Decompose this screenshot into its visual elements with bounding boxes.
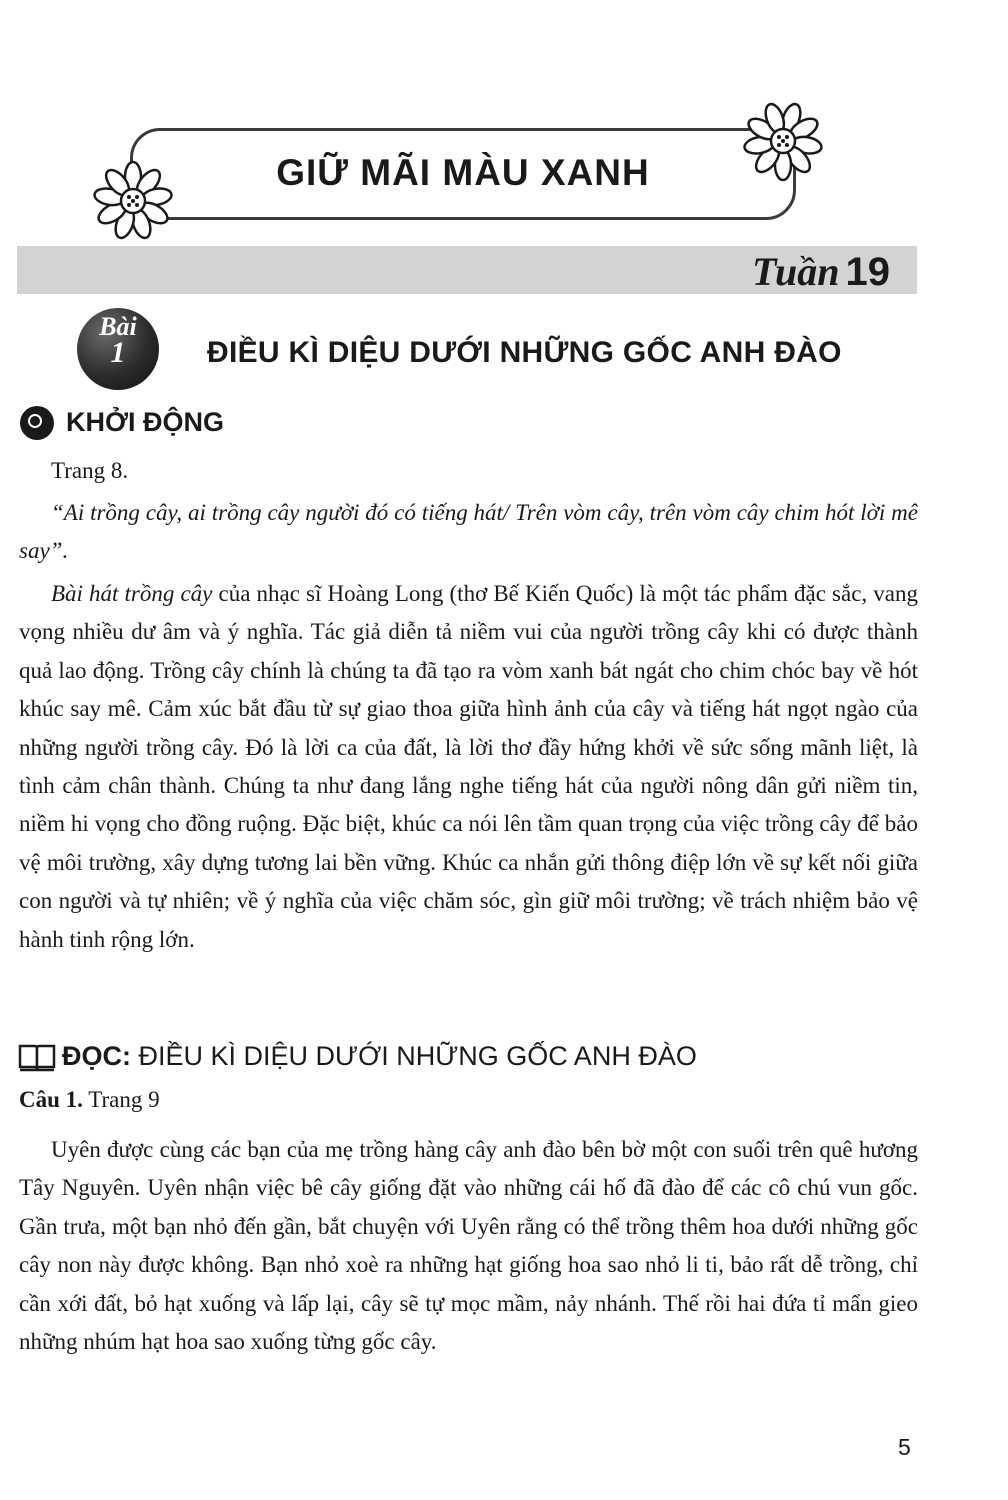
flower-left-icon (92, 160, 174, 242)
question-number: Câu 1. (19, 1087, 83, 1112)
warmup-page-ref-text: Trang 8. (51, 458, 129, 483)
question-page: Trang 9 (82, 1087, 160, 1112)
reading-heading-label: ĐỌC: (62, 1041, 131, 1071)
lesson-badge (77, 308, 159, 390)
song-quote: “Ai trồng cây, ai trồng cây người đó có tiếng hát/ Trên vòm cây, trên vòm cây chim hót lời mê say”. (19, 500, 918, 564)
reading-heading-title: ĐIỀU KÌ DIỆU DƯỚI NHỮNG GỐC ANH ĐÀO (131, 1041, 697, 1071)
play-icon (20, 406, 54, 440)
warmup-paragraph-text: của nhạc sĩ Hoàng Long (thơ Bế Kiến Quốc) là một tác phẩm đặc sắc, vang vọng nhiều dư âm và ý nghĩa. Tác giả diễn tả niềm vui của người trồng cây khi có được thành quả lao động. Trồng cây chính là chúng ta đã tạo ra vòm xanh bát ngát cho chim chóc bay về hót khúc say mê. Cảm xúc bắt đầu từ sự giao thoa giữa hình ảnh của cây và tiếng hát ngọt ngào của những người trồng cây. Đó là lời ca của đất, là lời thơ đầy hứng khởi về sức sống mãnh liệt, là tình cảm chân thành. Chúng ta như đang lắng nghe tiếng hát của người nông dân gửi niềm tin, niềm hi vọng cho đồng ruộng. Đặc biệt, khúc ca nói lên tầm quan trọng của việc trồng cây để bảo vệ môi trường, xây dựng tương lai bền vững. Khúc ca nhắn gửi thông điệp lớn về sự kết nối giữa con người và tự nhiên; về ý nghĩa của việc chăm sóc, gìn giữ môi trường; về trách nhiệm bảo vệ hành tinh rộng lớn. (19, 581, 918, 952)
chapter-title: GIỮ MÃI MÀU XANH (276, 152, 650, 193)
lesson-title: ĐIỀU KÌ DIỆU DƯỚI NHỮNG GỐC ANH ĐÀO (207, 336, 842, 369)
week-word: Tuần (752, 249, 840, 294)
warmup-page-ref (19, 452, 918, 490)
song-title: Bài hát trồng cây (51, 581, 213, 606)
question-label (19, 1087, 160, 1113)
warmup-paragraph (19, 575, 918, 959)
warmup-heading: KHỞI ĐỘNG (66, 407, 225, 437)
lesson-badge-number: 1 (110, 336, 126, 369)
week-label (752, 246, 890, 294)
book-icon (18, 1042, 56, 1072)
flower-right-icon (742, 100, 824, 182)
page-number: 5 (898, 1434, 911, 1460)
lesson-badge-label: Bài (99, 312, 137, 341)
question-answer: Uyên được cùng các bạn của mẹ trồng hàng cây anh đào bên bờ một con suối trên quê hương Tây Nguyên. Uyên nhận việc bê cây giống đặt vào những cái hố đã đào để các cô chú vun gốc. Gần trưa, một bạn nhỏ đến gần, bắt chuyện với Uyên rằng có thể trồng thêm hoa dưới những gốc cây non này được không. Bạn nhỏ xoè ra những hạt giống hoa sao nhỏ li ti, bảo rất dễ trồng, chỉ cần xới đất, bỏ hạt xuống và lấp lại, cây sẽ tự mọc mầm, nảy nhánh. Thế rồi hai đứa tỉ mẩn gieo những nhúm hạt hoa sao xuống từng gốc cây. (19, 1137, 918, 1355)
week-number: 19 (845, 250, 890, 294)
reading-heading (62, 1041, 697, 1072)
